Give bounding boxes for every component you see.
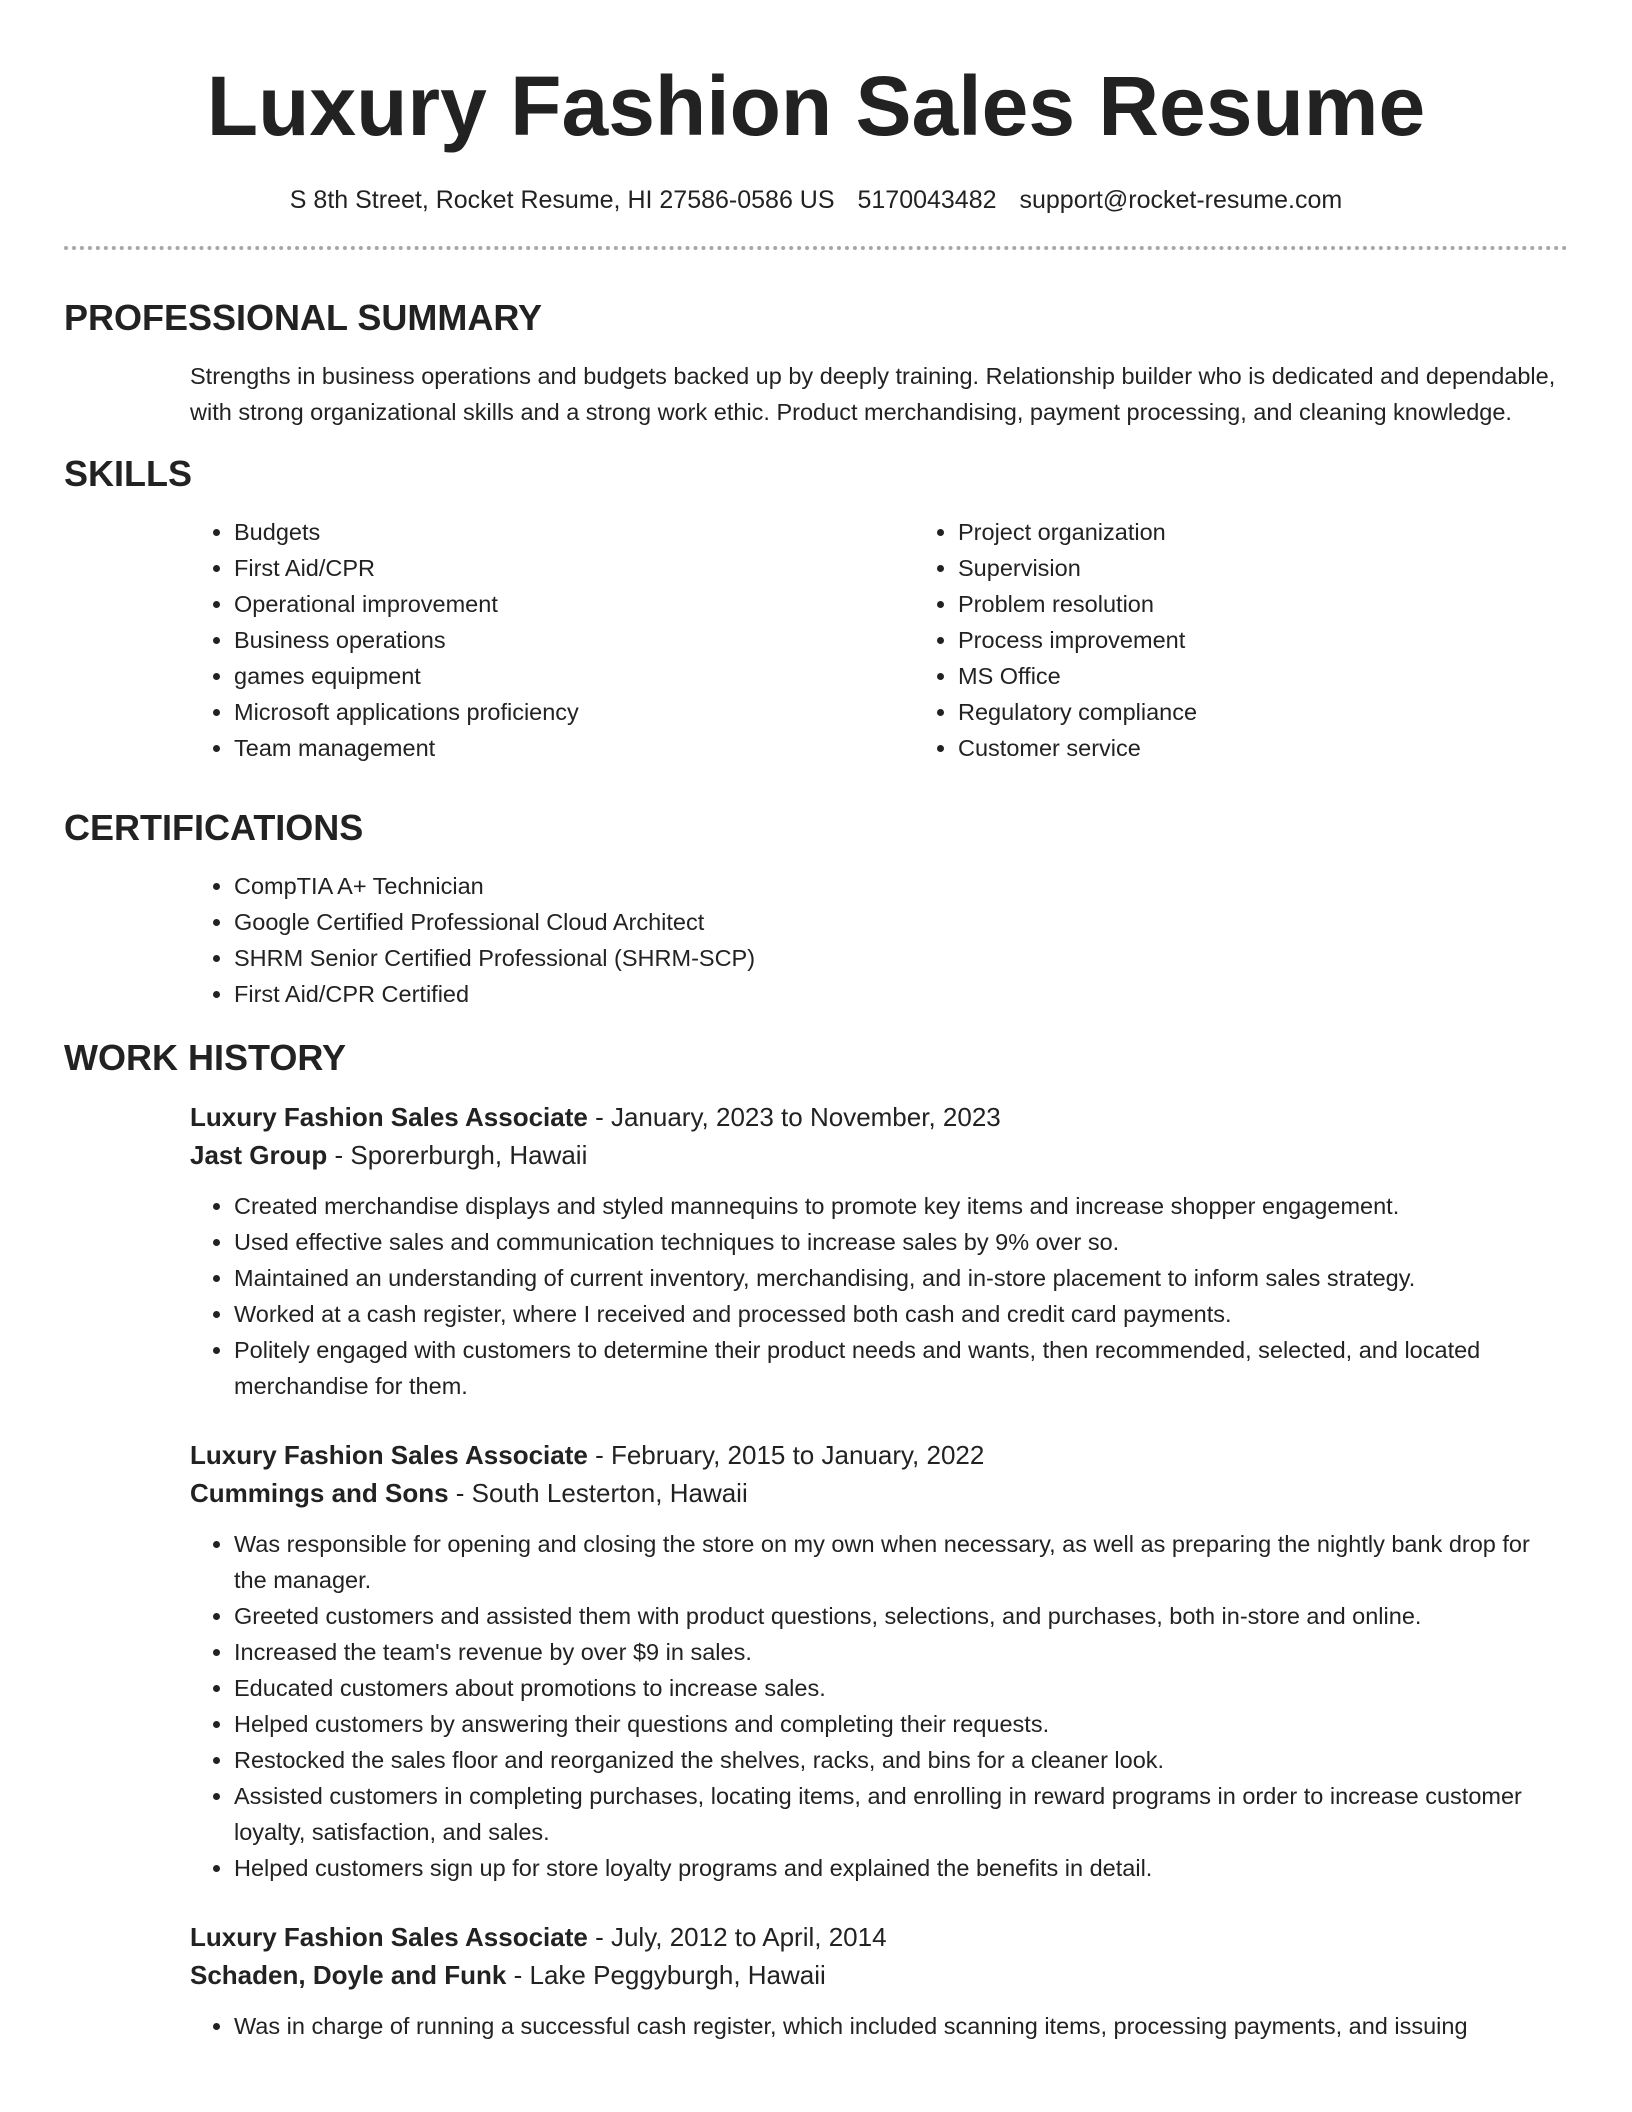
certifications-list [190, 868, 1568, 1012]
skill-item: • Microsoft applications proficiency [234, 694, 914, 730]
skill-item: • First Aid/CPR [234, 550, 914, 586]
skills-column-right [914, 514, 1632, 766]
header-divider [64, 246, 1568, 250]
skill-item: • MS Office [958, 658, 1632, 694]
job-bullet: • Worked at a cash register, where I received and processed both cash and credit card payments. [234, 1296, 1568, 1332]
skill-item: • games equipment [234, 658, 914, 694]
job-location: - South Lesterton, Hawaii [448, 1478, 748, 1508]
resume-page [64, 0, 1568, 2044]
contact-line [64, 184, 1568, 216]
job-company: Jast Group [190, 1140, 328, 1170]
job-bullet: • Helped customers by answering their questions and completing their requests. [234, 1706, 1568, 1742]
contact-email[interactable]: support@rocket-resume.com [1019, 186, 1343, 214]
resume-title: Luxury Fashion Sales Resume [206, 59, 1426, 153]
job-bullet: • Politely engaged with customers to determine their product needs and wants, then recommended, selected, and located merchandise for them. [234, 1332, 1568, 1404]
certification-item: • Google Certified Professional Cloud Architect [234, 904, 1568, 940]
job-bullet: • Created merchandise displays and styled mannequins to promote key items and increase shopper engagement. [234, 1188, 1568, 1224]
skill-item: • Customer service [958, 730, 1632, 766]
skills-column-left [190, 514, 914, 766]
job-bullets [190, 1188, 1568, 1404]
job-dates: - January, 2023 to November, 2023 [587, 1102, 1001, 1132]
skill-item: • Supervision [958, 550, 1632, 586]
section-title-work-history: WORK HISTORY [64, 1037, 347, 1078]
contact-address: S 8th Street, Rocket Resume, HI 27586-0586 US [289, 186, 835, 214]
contact-phone: 5170043482 [857, 186, 997, 214]
skill-item: • Operational improvement [234, 586, 914, 622]
job-entry [190, 1436, 1568, 1886]
job-role: Luxury Fashion Sales Associate [190, 1440, 588, 1470]
job-dates: - July, 2012 to April, 2014 [587, 1922, 887, 1952]
job-title-line [190, 1436, 1568, 1474]
section-title-skills: SKILLS [64, 453, 193, 494]
job-bullet: • Educated customers about promotions to increase sales. [234, 1670, 1568, 1706]
job-bullet: • Increased the team's revenue by over $9 in sales. [234, 1634, 1568, 1670]
job-company: Schaden, Doyle and Funk [190, 1960, 507, 1990]
skill-item: • Team management [234, 730, 914, 766]
job-location: - Lake Peggyburgh, Hawaii [506, 1960, 826, 1990]
job-title-line [190, 1918, 1568, 1956]
job-bullets [190, 1526, 1568, 1886]
job-bullets [190, 2008, 1568, 2044]
job-bullet: • Greeted customers and assisted them with product questions, selections, and purchases, both in-store and online. [234, 1598, 1568, 1634]
skills-list [190, 514, 1568, 766]
skill-item: • Problem resolution [958, 586, 1632, 622]
job-bullet: • Used effective sales and communication techniques to increase sales by 9% over so. [234, 1224, 1568, 1260]
job-bullet: • Was responsible for opening and closing the store on my own when necessary, as well as preparing the nightly bank drop for the manager. [234, 1526, 1568, 1598]
skill-item: • Budgets [234, 514, 914, 550]
job-entry [190, 1098, 1568, 1404]
section-title-summary: PROFESSIONAL SUMMARY [64, 297, 543, 338]
summary-text: Strengths in business operations and budgets backed up by deeply training. Relationship builder who is dedicated and dependable, with strong organizational skills and a strong work ethic. Product merchandising, payment processing, and cleaning knowledge. [190, 363, 1556, 425]
job-company-line [190, 1136, 1568, 1174]
job-bullet: • Restocked the sales floor and reorganized the shelves, racks, and bins for a cleaner look. [234, 1742, 1568, 1778]
skill-item: • Business operations [234, 622, 914, 658]
job-dates: - February, 2015 to January, 2022 [587, 1440, 985, 1470]
skill-item: • Regulatory compliance [958, 694, 1632, 730]
skill-item: • Process improvement [958, 622, 1632, 658]
job-title-line [190, 1098, 1568, 1136]
job-bullet: • Helped customers sign up for store loyalty programs and explained the benefits in detail. [234, 1850, 1568, 1886]
job-company: Cummings and Sons [190, 1478, 449, 1508]
section-title-certifications: CERTIFICATIONS [64, 807, 364, 848]
skill-item: • Project organization [958, 514, 1632, 550]
certification-item: • First Aid/CPR Certified [234, 976, 1568, 1012]
certification-item: • CompTIA A+ Technician [234, 868, 1568, 904]
job-bullet: • Was in charge of running a successful cash register, which included scanning items, processing payments, and issuing [234, 2008, 1568, 2044]
job-bullet: • Maintained an understanding of current inventory, merchandising, and in-store placement to inform sales strategy. [234, 1260, 1568, 1296]
job-entry [190, 1918, 1568, 2044]
job-role: Luxury Fashion Sales Associate [190, 1922, 588, 1952]
job-location: - Sporerburgh, Hawaii [327, 1140, 588, 1170]
job-role: Luxury Fashion Sales Associate [190, 1102, 588, 1132]
certification-item: • SHRM Senior Certified Professional (SHRM-SCP) [234, 940, 1568, 976]
job-bullet: • Assisted customers in completing purchases, locating items, and enrolling in reward programs in order to increase customer loyalty, satisfaction, and sales. [234, 1778, 1568, 1850]
job-company-line [190, 1474, 1568, 1512]
job-company-line [190, 1956, 1568, 1994]
